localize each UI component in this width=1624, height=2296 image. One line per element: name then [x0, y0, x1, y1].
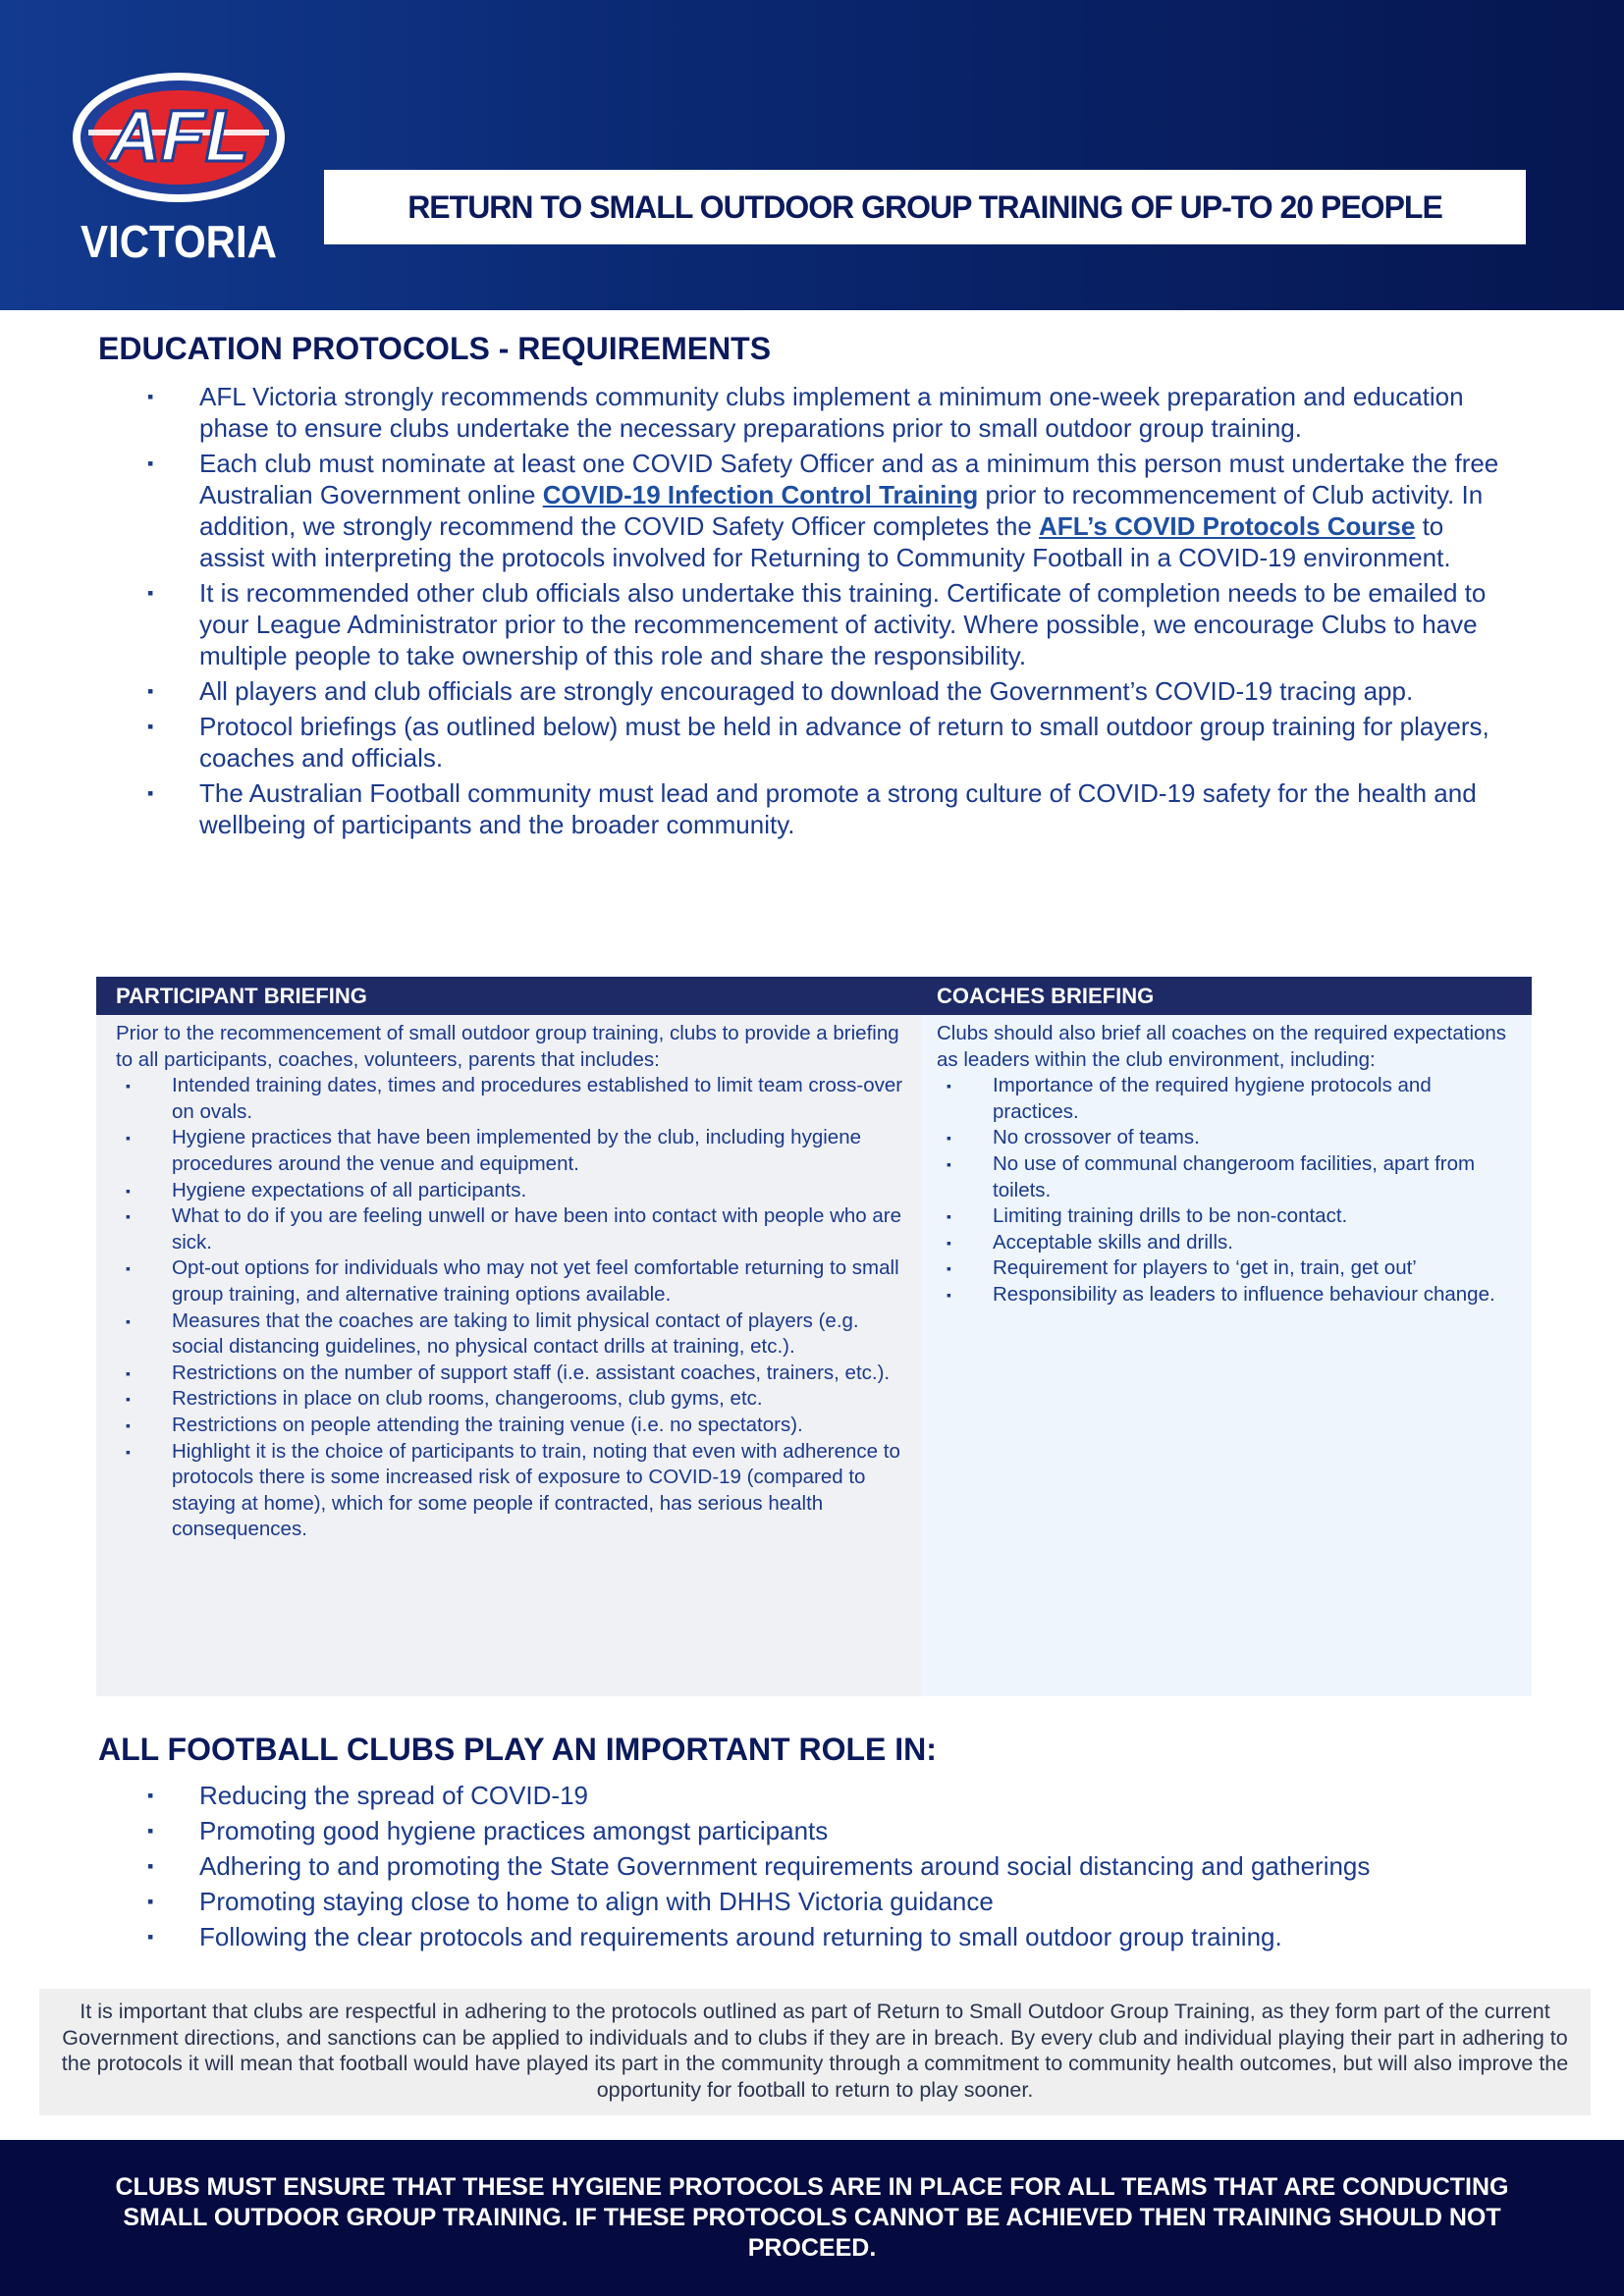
- list-item: ▪ Opt-out options for individuals who may not yet feel comfortable returning to small group training, and alternative training options available.: [126, 1256, 899, 1306]
- participant-briefing-cell: [96, 1015, 921, 1696]
- bullet-icon: ▪: [147, 681, 154, 701]
- list-item: ▪ Requirement for players to ‘get in, train, get out’: [937, 1255, 1518, 1282]
- bullet-icon: ▪: [147, 387, 154, 406]
- bullet-icon: ▪: [947, 1234, 951, 1251]
- footer-warning: CLUBS MUST ENSURE THAT THESE HYGIENE PROTOCOLS ARE IN PLACE FOR ALL TEAMS THAT ARE CONDUCTING SMALL OUTDOOR GROUP TRAINING. IF THESE PROTOCOLS CANNOT BE ACHIEVED THEN TRAINING SHOULD NOT PROCEED.: [115, 2173, 1509, 2262]
- bullet-icon: ▪: [947, 1130, 951, 1147]
- list-item: ▪ Hygiene expectations of all participants.: [116, 1178, 903, 1204]
- footer-banner: [0, 2140, 1624, 2296]
- bullet-icon: ▪: [126, 1416, 131, 1433]
- list-item: ▪ Importance of the required hygiene protocols and practices.: [947, 1074, 1432, 1123]
- bullet-icon: ▪: [126, 1078, 131, 1095]
- list-item: ▪ Restrictions in place on club rooms, changerooms, club gyms, etc.: [116, 1386, 903, 1413]
- list-item: ▪ Reducing the spread of COVID-19: [147, 1781, 588, 1810]
- list-item: ▪ Promoting good hygiene practices amongst participants: [147, 1816, 829, 1845]
- education-heading: EDUCATION PROTOCOLS - REQUIREMENTS: [98, 331, 772, 366]
- list-item: ▪ Responsibility as leaders to influence behaviour change.: [937, 1282, 1518, 1308]
- bullet-icon: ▪: [126, 1391, 131, 1408]
- bullet-icon: ▪: [947, 1260, 951, 1277]
- education-list: [98, 381, 1512, 844]
- list-item: ▪ Restrictions on people attending the training venue (i.e. no spectators).: [116, 1413, 903, 1439]
- bullet-icon: ▪: [147, 1892, 154, 1911]
- header-banner: [0, 0, 1624, 310]
- list-item: ▪ Highlight it is the choice of participants to train, noting that even with adherence to protocols there is some increased risk of exposure to COVID-19 (compared to staying at home), which for some people if contracted, has serious health consequences.: [126, 1439, 900, 1541]
- bullet-icon: ▪: [126, 1260, 131, 1277]
- list-item: ▪ The Australian Football community must lead and promote a strong culture of COVID-19 safety for the health and wellbeing of participants and the broader community.: [147, 778, 1477, 839]
- list-item: ▪ Promoting staying close to home to align with DHHS Victoria guidance: [147, 1887, 994, 1916]
- participant-briefing-intro: Prior to the recommencement of small outdoor group training, clubs to provide a briefing to all participants, coaches, volunteers, parents that includes:: [116, 1022, 899, 1071]
- list-item: ▪ Limiting training drills to be non-contact.: [937, 1203, 1518, 1230]
- svg-text:VICTORIA: VICTORIA: [81, 216, 277, 267]
- participant-briefing-header: PARTICIPANT BRIEFING: [96, 977, 921, 1015]
- list-item: ▪ Acceptable skills and drills.: [937, 1230, 1518, 1256]
- bullet-icon: ▪: [147, 783, 154, 803]
- bullet-icon: ▪: [947, 1208, 951, 1225]
- bullet-icon: ▪: [147, 1821, 154, 1841]
- bullet-icon: ▪: [126, 1364, 131, 1381]
- bullet-icon: ▪: [947, 1286, 951, 1303]
- afl-victoria-logo: [69, 71, 290, 267]
- list-item: ▪ Protocol briefings (as outlined below) must be held in advance of return to small outdoor group training for players, coaches and officials.: [147, 712, 1489, 773]
- list-item: ▪ Restrictions on the number of support staff (i.e. assistant coaches, trainers, etc.).: [116, 1361, 903, 1387]
- roles-list: [98, 1780, 1512, 1956]
- list-item: ▪ Hygiene practices that have been implemented by the club, including hygiene procedures around the venue and equipment.: [126, 1126, 861, 1175]
- list-item: ▪ No use of communal changeroom facilities, apart from toilets.: [947, 1151, 1476, 1201]
- list-item: ▪ Intended training dates, times and procedures established to limit team cross-over on ovals.: [126, 1074, 903, 1123]
- bullet-icon: ▪: [147, 454, 154, 473]
- list-item: ▪ Following the clear protocols and requirements around returning to small outdoor group training.: [147, 1922, 1282, 1951]
- bullet-icon: ▪: [947, 1155, 951, 1172]
- page-title-box: [324, 170, 1526, 244]
- list-item: ▪ Each club must nominate at least one COVID Safety Officer and as a minimum this person must undertake the free Australian Government online COVID-19 Infection Control Training prior to recommencement of Club activity. In addition, we strongly recommend the COVID Safety Officer completes the AFL’s COVID Protocols Course to assist with interpreting the protocols involved for Returning to Community Football in a COVID-19 environment.: [147, 449, 1499, 572]
- coaches-briefing-header: COACHES BRIEFING: [921, 977, 1532, 1015]
- bullet-icon: ▪: [126, 1312, 131, 1329]
- roles-heading: ALL FOOTBALL CLUBS PLAY AN IMPORTANT ROLE IN:: [98, 1732, 937, 1767]
- bullet-icon: ▪: [147, 1927, 154, 1947]
- list-item: ▪ AFL Victoria strongly recommends community clubs implement a minimum one-week preparation and education phase to ensure clubs undertake the necessary preparations prior to small outdoor group training.: [147, 382, 1464, 443]
- page-title: RETURN TO SMALL OUTDOOR GROUP TRAINING OF UP-TO 20 PEOPLE: [407, 188, 1442, 225]
- list-item: ▪ Measures that the coaches are taking to limit physical contact of players (e.g. social distancing guidelines, no physical contact drills at training, etc.).: [126, 1308, 859, 1359]
- svg-text:AFL: AFL: [108, 95, 249, 177]
- list-item: ▪ Adhering to and promoting the State Government requirements around social distancing and gatherings: [147, 1851, 1371, 1881]
- compliance-note: It is important that clubs are respectful in adhering to the protocols outlined as part of Return to Small Outdoor Group Training, as they form part of the current Government directions, and sanctions can be applied to individuals and to clubs if they are in breach. By every club and individual playing their part in adhering to the protocols it will mean that football would have played its part in the community through a commitment to community health outcomes, but will also improve the opportunity for football to return to play sooner.: [39, 1989, 1591, 2115]
- briefing-table: [96, 977, 1532, 1696]
- list-item: ▪ It is recommended other club officials also undertake this training. Certificate of completion needs to be emailed to your League Administrator prior to the recommencement of activity. Where possible, we encourage Clubs to have multiple people to take ownership of this role and share the responsibility.: [147, 578, 1487, 670]
- bullet-icon: ▪: [126, 1130, 131, 1147]
- bullet-icon: ▪: [126, 1208, 131, 1225]
- bullet-icon: ▪: [147, 583, 154, 603]
- list-item: ▪ No crossover of teams.: [937, 1125, 1518, 1151]
- coaches-briefing-cell: [921, 1015, 1532, 1696]
- bullet-icon: ▪: [147, 1786, 154, 1805]
- coaches-briefing-intro: Clubs should also brief all coaches on the required expectations as leaders within the club environment, including:: [937, 1022, 1507, 1071]
- list-item: ▪ What to do if you are feeling unwell or have been into contact with people who are sick.: [126, 1204, 902, 1254]
- afl-covid-protocols-link[interactable]: AFL’s COVID Protocols Course: [1039, 511, 1416, 541]
- bullet-icon: ▪: [947, 1078, 951, 1095]
- bullet-icon: ▪: [126, 1182, 131, 1199]
- bullet-icon: ▪: [147, 717, 154, 736]
- bullet-icon: ▪: [147, 1856, 154, 1876]
- covid-infection-control-link[interactable]: COVID-19 Infection Control Training: [542, 480, 979, 509]
- list-item: ▪ All players and club officials are strongly encouraged to download the Government’s COVID-19 tracing app.: [147, 676, 1414, 706]
- bullet-icon: ▪: [126, 1443, 131, 1460]
